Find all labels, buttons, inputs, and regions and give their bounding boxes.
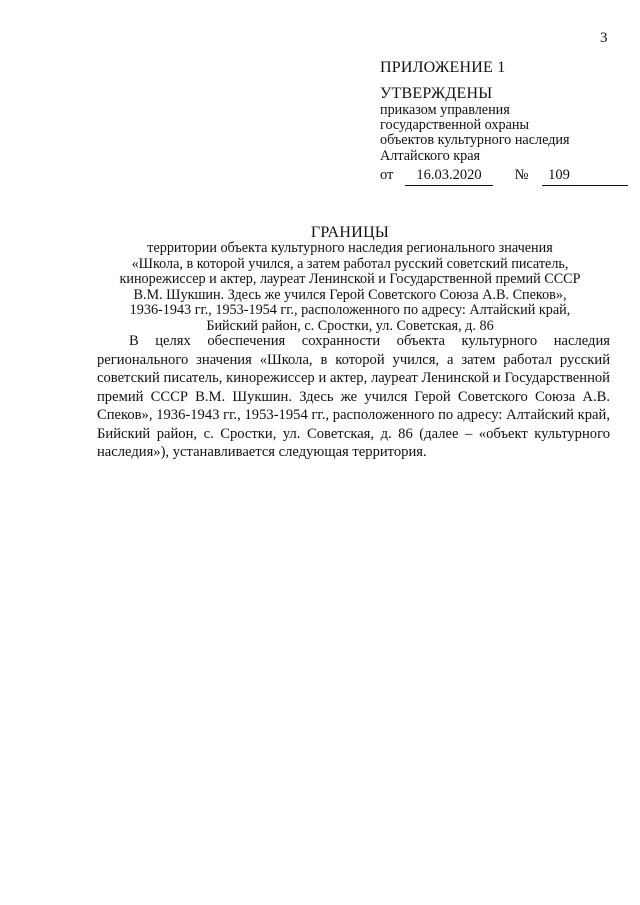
document-heading — [90, 224, 610, 335]
heading-line: кинорежиссер и актер, лауреат Ленинской и Государственной премий СССР — [119, 271, 581, 288]
approval-line: приказом управления — [380, 102, 510, 118]
approval-signature-line — [380, 166, 620, 186]
approved-label: УТВЕРЖДЕНЫ — [380, 85, 493, 102]
number-label: № — [514, 166, 529, 183]
approval-line: государственной охраны — [380, 117, 530, 134]
approval-line: объектов культурного наследия — [380, 132, 570, 149]
approval-date: 16.03.2020 — [405, 166, 493, 186]
approval-line: Алтайского края — [380, 147, 481, 164]
heading-line: Бийский район, с. Сростки, ул. Советская, д. 86 — [206, 317, 494, 334]
approval-number: 109 — [542, 166, 628, 186]
body-paragraph: В целях обеспечения сохранности объекта культурного наследия регионального значения «Школа, в которой учился, а затем работал русский советский писатель, кинорежиссер и актер, лауреат Ленинской и Государственной премий СССР В.М. Шукшин. Здесь же учился Герой Советского Союза А.В. Спеков», 1936-1943 гг., 1953-1954 гг., расположенного по адресу: Алтайский край, Бийский район, с. Сростки, ул. Советская, д. 86 (далее – «объект культурного наследия»), устанавливается следующая территория. — [97, 333, 610, 460]
annex-label: ПРИЛОЖЕНИЕ 1 — [380, 59, 506, 76]
page-number: 3 — [600, 30, 608, 46]
document-body — [97, 332, 610, 462]
approval-block — [380, 58, 620, 186]
heading-line: «Школа, в которой учился, а затем работал русский советский писатель, — [131, 255, 569, 272]
heading-line: В.М. Шукшин. Здесь же учился Герой Советского Союза А.В. Спеков», — [133, 286, 567, 303]
heading-line: 1936-1943 гг., 1953-1954 гг., расположенного по адресу: Алтайский край, — [129, 302, 571, 319]
from-label: от — [380, 166, 394, 183]
heading-title: ГРАНИЦЫ — [310, 224, 390, 241]
heading-line: территории объекта культурного наследия регионального значения — [147, 240, 553, 256]
